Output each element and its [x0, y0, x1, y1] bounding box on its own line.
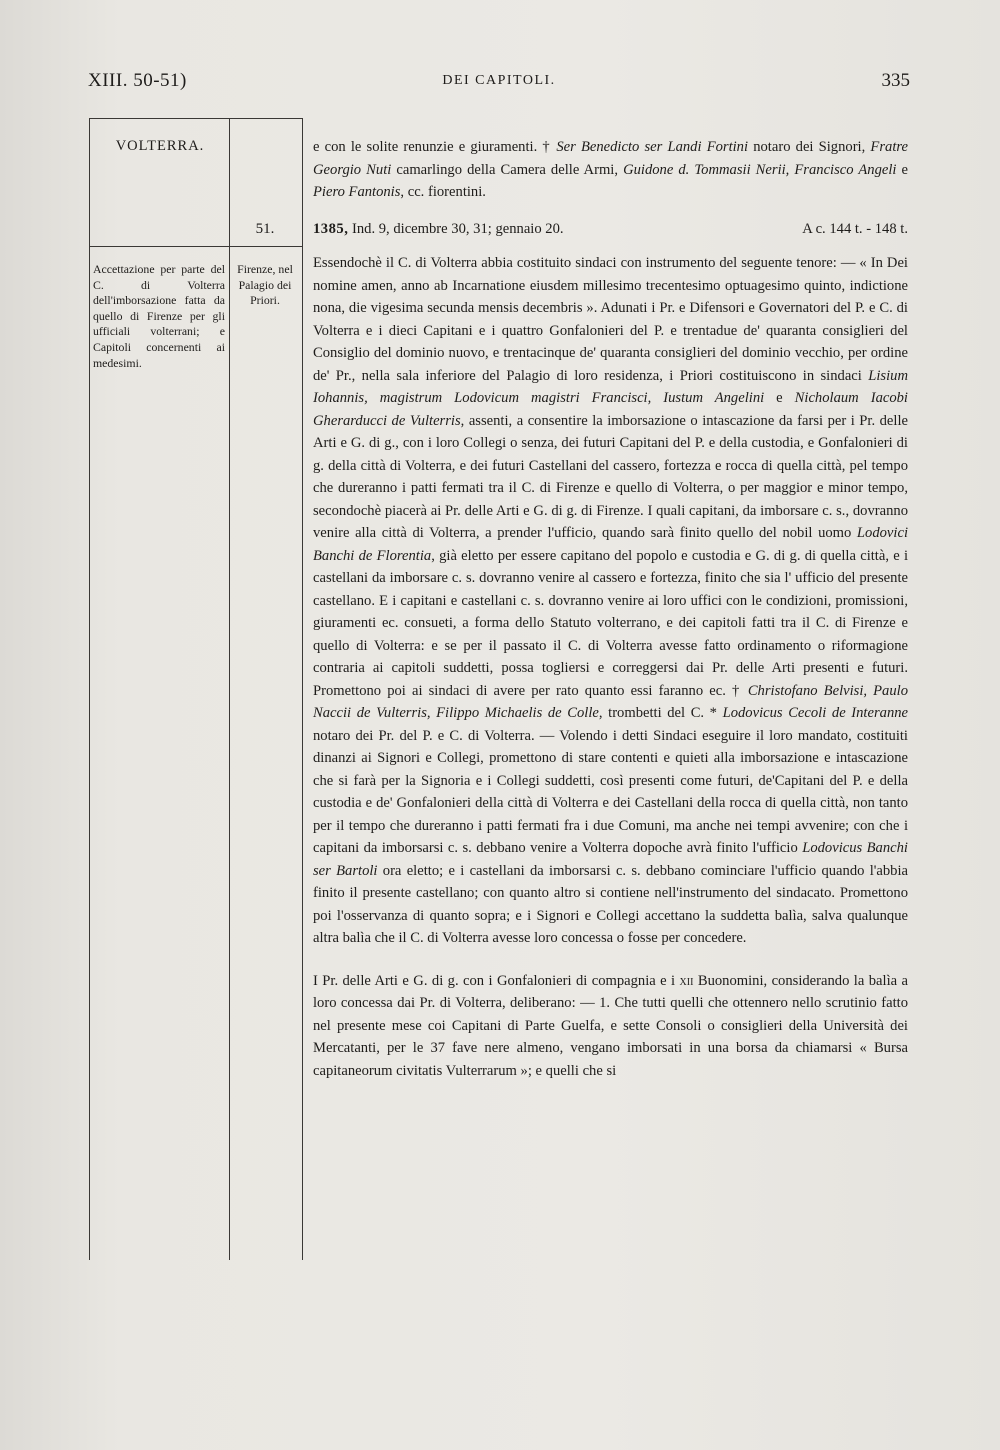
- archive-reference: A c. 144 t. - 148 t.: [802, 220, 908, 237]
- column-rule-right: [302, 118, 303, 1260]
- header-chapter-ref: XIII. 50-51): [88, 70, 187, 91]
- header-title: DEI CAPITOLI.: [442, 73, 556, 88]
- margin-place: VOLTERRA.: [115, 138, 205, 154]
- document-number: 51.: [255, 221, 275, 237]
- margin-top-rule: [89, 118, 302, 119]
- margin-location: Firenze, nel Palagio dei Priori.: [237, 262, 293, 308]
- date-year: 1385,: [313, 220, 349, 237]
- date-line: [313, 218, 908, 241]
- paragraph-2: I Pr. delle Arti e G. di g. con i Gonfalonieri di compagnia e i xii Buonomini, considerando la balìa a loro concessa dai Pr. di Volterra, deliberano: — 1. Che tutti quelli che ottennero nello scrutinio fatto nel presente mese coi Capitani di Parte Guelfa, e sette Consoli o consiglieri della Università dei Mercatanti, per le 37 fave nere almeno, vengano imborsati in una borsa da chiamarsi « Bursa capitaneorum civitatis Vulterrarum »; e quelli che si: [313, 972, 909, 1079]
- paragraph-1: Essendochè il C. di Volterra abbia costituito sindaci con instrumento del seguente tenore: — « In Dei nomine amen, anno ab Incarnatione eiusdem millesimo trecentesimo optuagesimo quinto, indictione nona, die vigesima secunda mensis decembris ». Adunati i Pr. e Difensori e Governatori del P. e C. di Volterra e i dieci Capitani e i quattro Gonfalonieri del P. e trentadue de' quaranta consiglieri del Consiglio del dominio nuovo, e trentacinque de' quaranta consiglieri del dominio vecchio, per ordine de' Pr., nella sala inferiore del Palagio di loro residenza, i Priori costituiscono in sindaci Lisium Iohannis, magistrum Lodovicum magistri Francisci, Iustum Angelini e Nicholaum Iacobi Gherarducci de Vulterris, assenti, a consentire la imborsazione o intascazione da farsi per i Pr. delle Arti e G. di g., con i loro Collegi o senza, dei futuri Capitani del P. e della custodia, e Gonfalonieri di g. della città di Volterra, e dei futuri Castellani del cassero, fortezza e rocca di quella città, pel tempo che dureranno i patti fermati tra il C. di Firenze e quello di Volterra, o per maggior e minor tempo, secondochè piacerà ai Pr. delle Arti e G. di g. di Firenze. I quali capitani, da imborsare c. s., dovranno venire alla città di Volterra, a prender l'ufficio, quando sarà finito quello del nobil uomo Lodovici Banchi de Florentia, già eletto per essere capitano del popolo e custodia e G. di g. di quella città, e i castellani da imborsare c. s. dovranno venire al cassero e fortezza, finito che sia l' ufficio del presente castellano. E i capitani e castellani c. s. dovranno venire ai loro uffici con le condizioni, promissioni, giuramenti ec. consueti, a forma dello Statuto volterrano, e dei capitoli fatti tra il C. di Firenze e quello di Volterra: e se per il passato il C. di Volterra avesse fatto ordinamento o riformagione contraria ai capitoli suddetti, possa togliersi e correggersi dai Pr. delle Arti presenti e futuri. Promettono poi ai sindaci di avere per rato quanto essi faranno ec. † Christofano Belvisi, Paulo Naccii de Vulterris, Filippo Michaelis de Colle, trombetti del C. * Lodovicus Cecoli de Interanne notaro dei Pr. del P. e C. di Volterra. — Volendo i detti Sindaci eseguire il loro mandato, costituiti dinanzi ai Signori e Collegi, promettono di stare contenti e quieti alla imborsazione e intascazione che si farà per la Signoria e i Collegi suddetti, così presenti come futuri, de'Capitani del P. e della custodia e de' Gonfalonieri della città di Volterra e dei Castellani della rocca di quella città, non tanto per il tempo che dureranno i patti fermati fra i due Comuni, ma anche nei tempi avvenire; con che i capitani da imborsarsi c. s. debbano venire a Volterra dopoche avrà finito l'ufficio Lodovicus Banchi ser Bartoli ora eletto; e i castellani da imborsarsi c. s. debbano cominciare l'ufficio quando l'abbia finito il presente castellano; con quanto altro si contiene nell'instrumento del sindacato. Promettono poi l'osservanza di quanto sopra; e i Signori e Collegi accettano la suddetta balìa, salva qualunque altra balìa che il C. di Volterra avesse loro concessa o fosse per concedere.: [313, 255, 909, 946]
- column-rule-middle: [229, 118, 230, 1260]
- column-rule-left: [89, 118, 90, 1260]
- intro-paragraph: e con le solite renunzie e giuramenti. † Ser Benedicto ser Landi Fortini notaro dei Signori, Fratre Georgio Nuti camarlingo della Camera delle Armi, Guidone d. Tommasii Nerii, Francisco Angeli e Piero Fantonis, cc. fiorentini.: [313, 139, 908, 200]
- main-text: [313, 136, 908, 1082]
- date-detail: Ind. 9, dicembre 30, 31; gennaio 20.: [348, 220, 564, 237]
- page-number: 335: [881, 70, 910, 91]
- margin-summary: Accettazione per parte del C. di Volterra dell'imborsazione fatta da quello di Firenze per gli ufficiali volterrani; e Capitoli concernenti ai medesimi.: [93, 262, 225, 370]
- margin-entry-rule: [89, 246, 302, 247]
- running-header: [88, 70, 910, 100]
